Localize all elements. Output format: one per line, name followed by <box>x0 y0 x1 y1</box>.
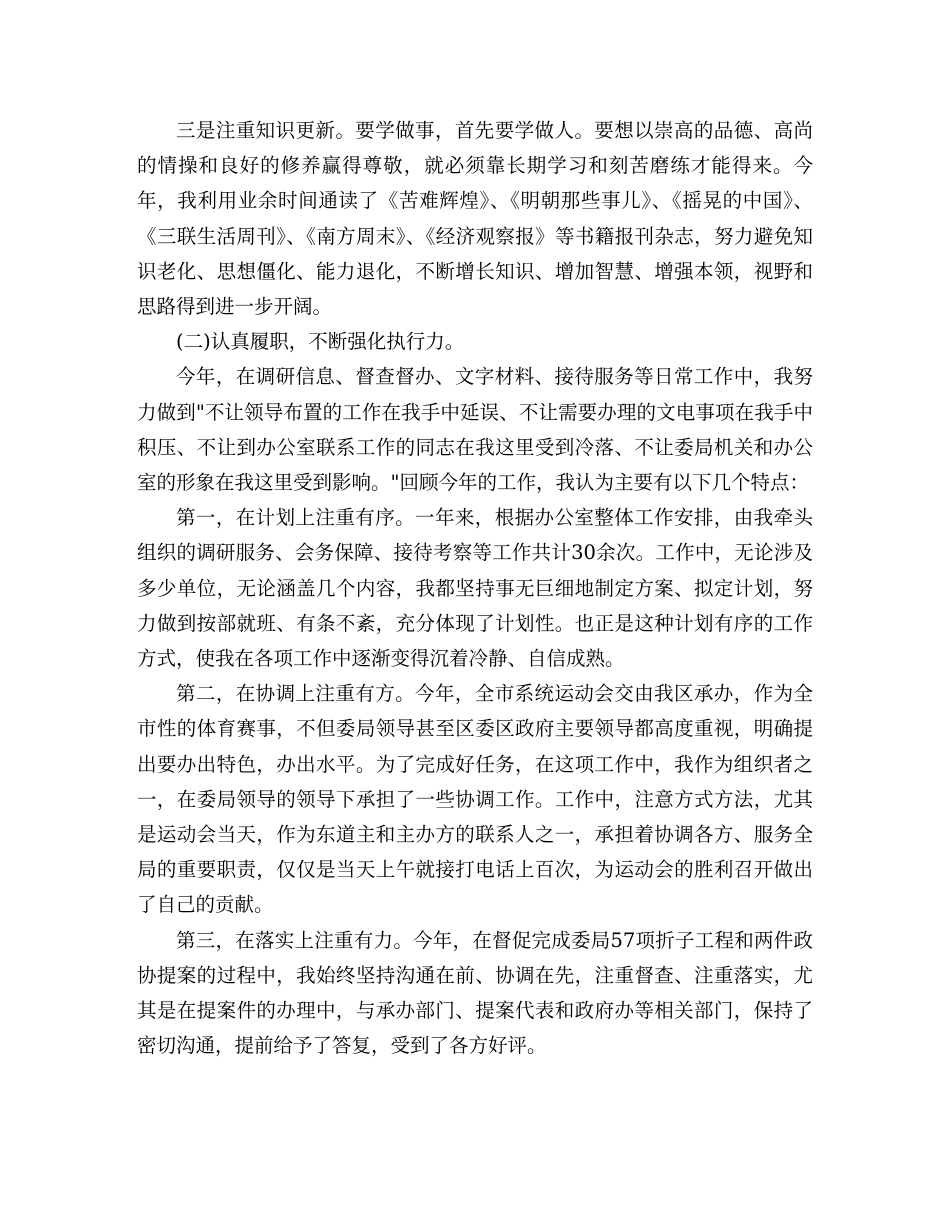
document-body <box>137 113 813 1063</box>
paragraph-knowledge-update: 三是注重知识更新。要学做事，首先要学做人。要想以崇高的品德、高尚的情操和良好的修养赢得尊敬，就必须靠长期学习和刻苦磨练才能得来。今年，我利用业余时间通读了《苦难辉煌》、《明朝那些事儿》、《摇晃的中国》、《三联生活周刊》、《南方周末》、《经济观察报》等书籍报刊杂志，努力避免知识老化、思想僵化、能力退化，不断增长知识、增加智慧、增强本领，视野和思路得到进一步开阔。 <box>137 119 813 319</box>
paragraph-daily-work: 今年，在调研信息、督查督办、文字材料、接待服务等日常工作中，我努力做到"不让领导布置的工作在我手中延误、不让需要办理的文电事项在我手中积压、不让到办公室联系工作的同志在我这里受到冷落、不让委局机关和办公室的形象在我这里受到影响。"回顾今年的工作，我认为主要有以下几个特点： <box>137 365 813 495</box>
paragraph-coordination: 第二，在协调上注重有方。今年，全市系统运动会交由我区承办，作为全市性的体育赛事，不但委局领导甚至区委区政府主要领导都高度重视，明确提出要办出特色，办出水平。为了完成好任务，在这项工作中，我作为组织者之一，在委局领导的领导下承担了一些协调工作。工作中，注意方式方法，尤其是运动会当天，作为东道主和主办方的联系人之一，承担着协调各方、服务全局的重要职责，仅仅是当天上午就接打电话上百次，为运动会的胜利召开做出了自己的贡献。 <box>137 682 813 917</box>
paragraph-implementation: 第三，在落实上注重有力。今年，在督促完成委局57项折子工程和两件政协提案的过程中，我始终坚持沟通在前、协调在先，注重督查、注重落实，尤其是在提案件的办理中，与承办部门、提案代表和政府办等相关部门，保持了密切沟通，提前给予了答复，受到了各方好评。 <box>137 928 813 1058</box>
section-heading-execution: (二)认真履职，不断强化执行力。 <box>176 330 465 354</box>
paragraph-planning: 第一，在计划上注重有序。一年来，根据办公室整体工作安排，由我牵头组织的调研服务、会务保障、接待考察等工作共计30余次。工作中，无论涉及多少单位，无论涵盖几个内容，我都坚持事无巨细地制定方案、拟定计划，努力做到按部就班、有条不紊，充分体现了计划性。也正是这种计划有序的工作方式，使我在各项工作中逐渐变得沉着冷静、自信成熟。 <box>137 506 813 671</box>
